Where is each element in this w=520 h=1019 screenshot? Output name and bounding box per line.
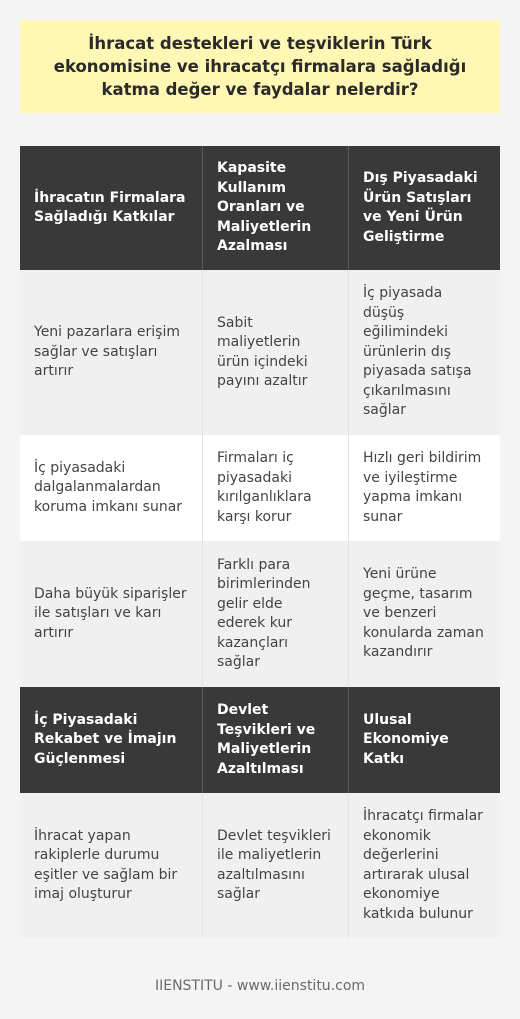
table-header-cell: İç Piyasadaki Rekabet ve İmajın Güçlenmesi	[20, 687, 202, 793]
table-row	[20, 435, 500, 541]
table-cell: Sabit maliyetlerin ürün içindeki payını azaltır	[202, 270, 348, 435]
table-header-cell: Dış Piyasadaki Ürün Satışları ve Yeni Ürün Geliştirme	[348, 146, 500, 270]
table-cell: Farklı para birimlerinden gelir elde ederek kur kazançları sağlar	[202, 541, 348, 687]
table-cell: Hızlı geri bildirim ve iyileştirme yapma imkanı sunar	[348, 435, 500, 541]
table-cell: İç piyasadaki dalgalanmalardan koruma imkanı sunar	[20, 435, 202, 541]
table-row	[20, 541, 500, 687]
table-cell: İhracat yapan rakiplerle durumu eşitler ve sağlam bir imaj oluşturur	[20, 793, 202, 938]
table-header-cell: Ulusal Ekonomiye Katkı	[348, 687, 500, 793]
comparison-table	[20, 146, 500, 938]
table-header-cell: İhracatın Firmalara Sağladığı Katkılar	[20, 146, 202, 270]
table-cell: Firmaları iç piyasadaki kırılganlıklara karşı korur	[202, 435, 348, 541]
table-cell: Devlet teşvikleri ile maliyetlerin azaltılmasını sağlar	[202, 793, 348, 938]
table-header-row	[20, 687, 500, 793]
footer-credit: IIENSTITU - www.iienstitu.com	[154, 978, 366, 994]
page-title: İhracat destekleri ve teşviklerin Türk ekonomisine ve ihracatçı firmalara sağladığı katma değer ve faydalar nelerdir?	[53, 34, 467, 99]
table-row	[20, 793, 500, 938]
table-header-row	[20, 146, 500, 270]
table-header-cell: Kapasite Kullanım Oranları ve Maliyetlerin Azalması	[202, 146, 348, 270]
table-header-cell: Devlet Teşvikleri ve Maliyetlerin Azaltılması	[202, 687, 348, 793]
table-cell: İhracatçı firmalar ekonomik değerlerini artırarak ulusal ekonomiye katkıda bulunur	[348, 793, 500, 938]
table-row	[20, 270, 500, 435]
table-cell: İç piyasada düşüş eğilimindeki ürünlerin dış piyasada satışa çıkarılmasını sağlar	[348, 270, 500, 435]
table-cell: Yeni ürüne geçme, tasarım ve benzeri konularda zaman kazandırır	[348, 541, 500, 687]
table-cell: Daha büyük siparişler ile satışları ve karı artırır	[20, 541, 202, 687]
table-cell: Yeni pazarlara erişim sağlar ve satışları artırır	[20, 270, 202, 435]
title-banner	[20, 20, 500, 113]
